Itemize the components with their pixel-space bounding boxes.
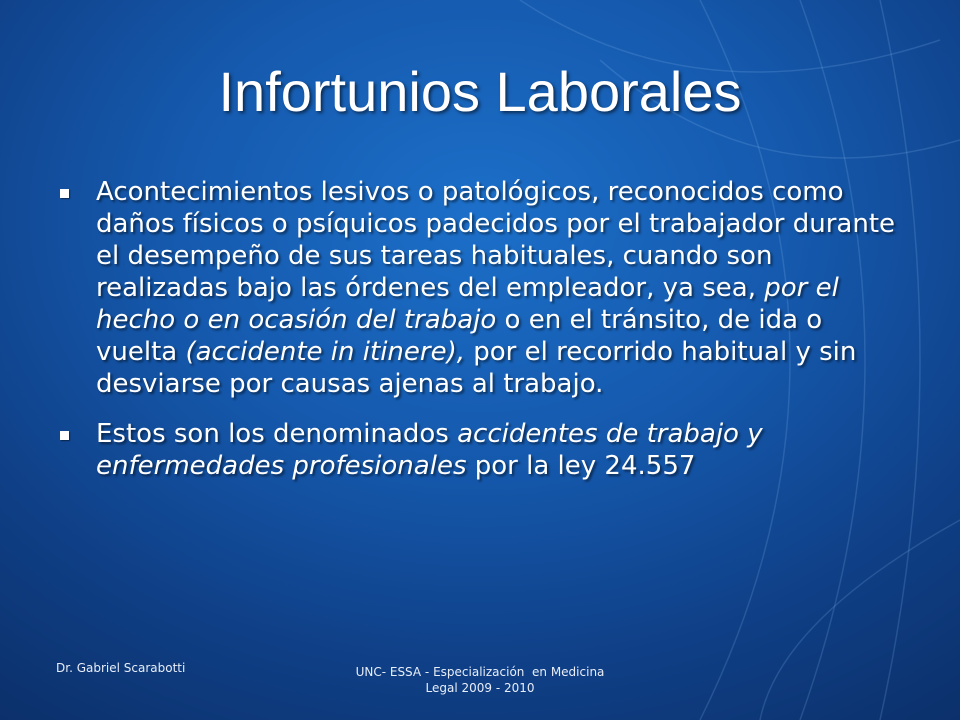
bullet-text bbox=[96, 419, 763, 481]
bullet-item bbox=[58, 418, 908, 482]
text-segment: por la ley 24.557 bbox=[466, 451, 696, 481]
text-segment: Acontecimientos lesivos o patológicos, reconocidos como daños físicos o psíquicos padecidos por el trabajador durante el desempeño de sus tareas habituales, cuando son realizadas bajo las órdenes del empleador, ya sea, bbox=[96, 177, 896, 303]
text-segment: Estos son los denominados bbox=[96, 419, 458, 449]
text-segment: o en el tránsito, de ida o vuelta bbox=[96, 305, 823, 367]
footer-course bbox=[300, 664, 660, 696]
text-segment-italic: por el hecho o en ocasión del trabajo bbox=[96, 273, 839, 335]
bullet-text bbox=[96, 177, 895, 399]
footer-course-line: UNC- ESSA - Especialización en Medicina bbox=[355, 665, 605, 679]
footer-author: Dr. Gabriel Scarabotti bbox=[56, 661, 186, 675]
slide-title: Infortunios Laborales bbox=[218, 60, 742, 123]
bullet-list bbox=[58, 176, 908, 500]
square-bullet-icon bbox=[60, 189, 69, 198]
square-bullet-icon bbox=[60, 431, 69, 440]
text-segment: por el recorrido habitual y sin desviarse por causas ajenas al trabajo. bbox=[96, 337, 857, 399]
text-segment-italic: (accidente in itinere), bbox=[185, 337, 465, 367]
footer-course-line: Legal 2009 - 2010 bbox=[425, 681, 535, 695]
bullet-item bbox=[58, 176, 908, 400]
text-segment-italic: accidentes de trabajo y enfermedades profesionales bbox=[96, 419, 763, 481]
